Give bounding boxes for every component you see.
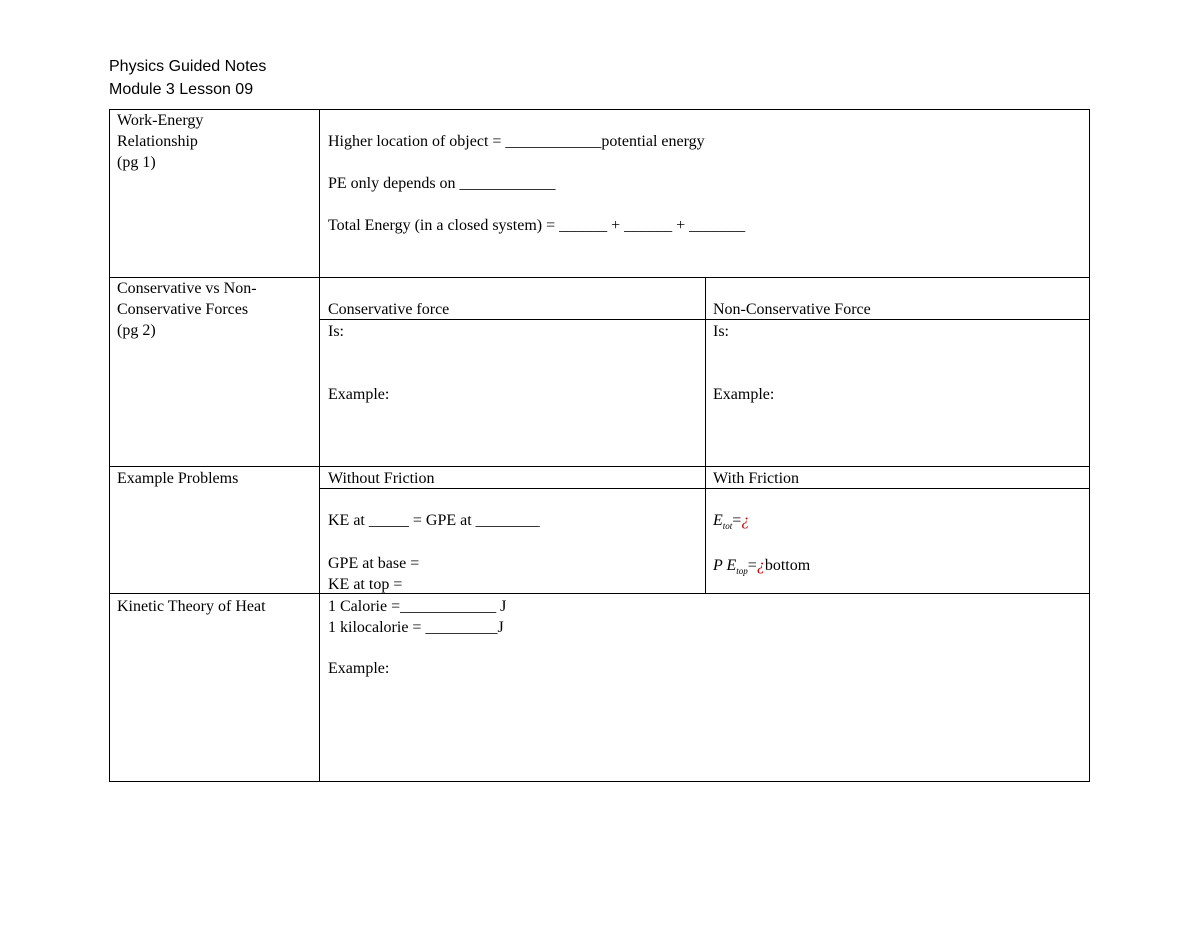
gpe-base-line: GPE at base = bbox=[328, 555, 420, 572]
ke-gpe-line: KE at _____ = GPE at ________ bbox=[328, 512, 540, 529]
conservative-force-header: Conservative force bbox=[328, 301, 450, 318]
total-energy-line: Total Energy (in a closed system) = ______ + ______ + _______ bbox=[328, 217, 746, 234]
total-energy-formula: $E_{tot}=¿$ bbox=[713, 512, 750, 531]
with-friction-header: With Friction bbox=[713, 470, 800, 487]
kilocalorie-line: 1 kilocalorie = _________J bbox=[328, 619, 504, 636]
nonconservative-is-label: Is: bbox=[713, 323, 729, 340]
row-label-example-problems: Example Problems bbox=[117, 470, 239, 487]
document-title: Physics Guided Notes bbox=[109, 58, 267, 75]
conservative-example-label: Example: bbox=[328, 386, 390, 403]
conservative-is-label: Is: bbox=[328, 323, 344, 340]
table-border-top bbox=[109, 109, 1090, 110]
nonconservative-force-header: Non-Conservative Force bbox=[713, 301, 871, 318]
table-border-bottom bbox=[109, 781, 1090, 782]
kinetic-example-label: Example: bbox=[328, 660, 390, 677]
pe-depends-line: PE only depends on ____________ bbox=[328, 175, 556, 192]
table-border-right bbox=[1089, 109, 1090, 782]
without-friction-header: Without Friction bbox=[328, 470, 435, 487]
label-column-divider bbox=[319, 109, 320, 782]
document-subtitle: Module 3 Lesson 09 bbox=[109, 81, 254, 98]
pe-top-formula: P $E_{top}=¿bottom$ bbox=[713, 557, 811, 576]
ke-top-line: KE at top = bbox=[328, 576, 403, 593]
row-label-kinetic-theory: Kinetic Theory of Heat bbox=[117, 598, 266, 615]
nonconservative-example-label: Example: bbox=[713, 386, 775, 403]
middle-column-divider bbox=[705, 277, 706, 594]
row-label-conservative: Conservative vs Non- Conservative Forces (pg 2) bbox=[117, 280, 257, 339]
row-label-work-energy: Work-Energy Relationship (pg 1) bbox=[117, 112, 204, 171]
row-divider bbox=[109, 593, 1090, 594]
table-border-left bbox=[109, 109, 110, 782]
height-pe-line: Higher location of object = ____________potential energy bbox=[328, 133, 705, 150]
calorie-line: 1 Calorie =____________ J bbox=[328, 598, 507, 615]
row-divider bbox=[109, 466, 1090, 467]
